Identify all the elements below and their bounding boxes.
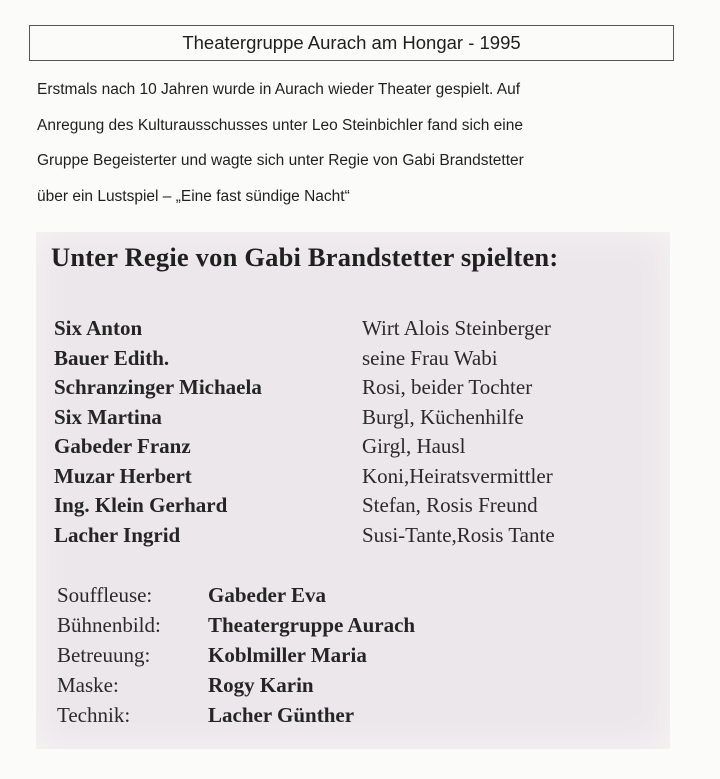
cast-role: Girgl, Hausl	[362, 434, 466, 459]
intro-line: über ein Lustspiel – „Eine fast sündige Nacht“	[37, 187, 350, 205]
cast-role: Wirt Alois Steinberger	[362, 316, 551, 341]
cast-actor: Schranzinger Michaela	[54, 375, 262, 400]
crew-row	[57, 610, 657, 640]
cast-row	[54, 462, 654, 492]
intro-line: Erstmals nach 10 Jahren wurde in Aurach wieder Theater gespielt. Auf	[37, 81, 521, 98]
cast-actor: Lacher Ingrid	[54, 522, 181, 547]
cast-role: Koni,Heiratsvermittler	[362, 463, 553, 488]
crew-list	[57, 580, 657, 730]
cast-row	[54, 432, 654, 462]
intro-paragraph	[37, 72, 677, 214]
cast-list	[54, 314, 654, 550]
cast-role: Stefan, Rosis Freund	[362, 493, 538, 518]
cast-actor: Six Martina	[54, 404, 162, 429]
crew-member-name: Theatergruppe Aurach	[208, 612, 416, 637]
cast-row	[54, 344, 654, 374]
crew-member-name: Gabeder Eva	[208, 582, 327, 607]
cast-row	[54, 491, 654, 521]
cast-row	[54, 314, 654, 344]
clipping-heading: Unter Regie von Gabi Brandstetter spielten:	[51, 242, 559, 272]
cast-role: Rosi, beider Tochter	[362, 375, 533, 400]
cast-role: seine Frau Wabi	[362, 345, 498, 370]
crew-row	[57, 700, 657, 730]
crew-row	[57, 640, 657, 670]
cast-actor: Ing. Klein Gerhard	[54, 493, 228, 518]
newspaper-clipping	[36, 232, 670, 749]
cast-actor: Gabeder Franz	[54, 434, 191, 459]
cast-role: Burgl, Küchenhilfe	[362, 404, 524, 429]
intro-line: Gruppe Begeisterter und wagte sich unter Regie von Gabi Brandstetter	[37, 152, 524, 169]
crew-role-label: Technik:	[57, 702, 131, 727]
intro-line: Anregung des Kulturausschusses unter Leo Steinbichler fand sich eine	[37, 116, 523, 134]
crew-role-label: Souffleuse:	[57, 582, 153, 607]
cast-row	[54, 373, 654, 403]
cast-row	[54, 403, 654, 433]
crew-member-name: Lacher Günther	[208, 702, 355, 727]
crew-member-name: Rogy Karin	[208, 672, 314, 697]
cast-actor: Muzar Herbert	[54, 463, 192, 488]
cast-actor: Bauer Edith.	[54, 345, 170, 370]
crew-role-label: Maske:	[57, 672, 119, 697]
cast-actor: Six Anton	[54, 316, 143, 341]
page-title: Theatergruppe Aurach am Hongar - 1995	[29, 25, 674, 61]
crew-member-name: Koblmiller Maria	[208, 642, 367, 667]
crew-row	[57, 670, 657, 700]
crew-role-label: Bühnenbild:	[57, 612, 161, 637]
crew-row	[57, 580, 657, 610]
cast-role: Susi-Tante,Rosis Tante	[362, 522, 555, 547]
cast-row	[54, 521, 654, 551]
crew-role-label: Betreuung:	[57, 642, 151, 667]
